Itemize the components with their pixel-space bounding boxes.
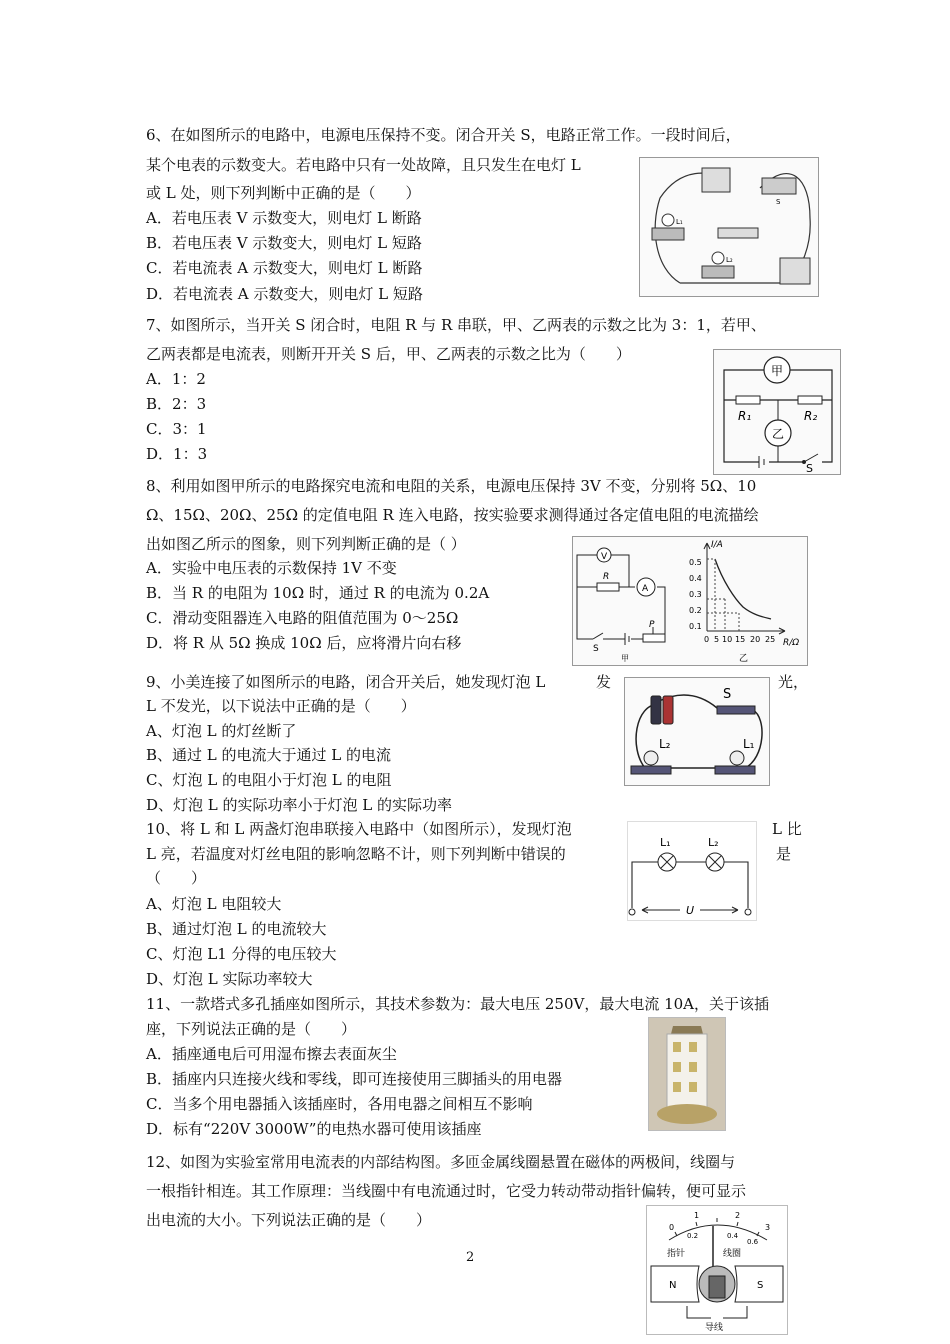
q7-option-b: B．2：3 (146, 395, 207, 413)
q8-figure (572, 536, 808, 666)
q8-graph-ytick: 0.1 (689, 622, 702, 631)
q8-option-d: D．将 R 从 5Ω 换成 10Ω 后，应将滑片向右移 (146, 634, 462, 652)
q6-stem-3: 或 L 处，则下列判断中正确的是（ ） (146, 184, 421, 202)
q8-option-c: C．滑动变阻器连入电路的阻值范围为 0～25Ω (146, 609, 459, 627)
q8-graph-xtick: 5 (714, 635, 720, 644)
q11-stem-1: 11、一款塔式多孔插座如图所示，其技术参数为：最大电压 250V，最大电流 10A，关于该插 (146, 995, 770, 1013)
q10-option-d: D、灯泡 L 实际功率较大 (146, 970, 313, 988)
q10-stem-3: （ ） (146, 869, 207, 887)
q10-fig-u-label: U (686, 904, 695, 917)
q7-stem-2: 乙两表都是电流表，则断开开关 S 后，甲、乙两表的示数之比为（ ） (146, 345, 631, 363)
q9-option-a: A、灯泡 L 的灯丝断了 (146, 722, 297, 740)
q8-fig-jia-label: 甲 (621, 654, 629, 663)
q12-fig-scale2: 0.4 (727, 1232, 739, 1240)
q10-stem-2-end: 是 (776, 845, 792, 863)
q12-fig-coil-label: 线圈 (723, 1249, 742, 1259)
q12-fig-pointer-label: 指针 (667, 1249, 686, 1259)
q12-fig-scale: 3 (765, 1223, 771, 1232)
q7-fig-jia-label: 甲 (771, 364, 784, 378)
q6-option-b: B．若电压表 V 示数变大，则电灯 L 短路 (146, 234, 422, 252)
q8-graph-xtick: 15 (735, 635, 746, 644)
q9-stem-1: 9、小美连接了如图所示的电路，闭合开关后，她发现灯泡 L (146, 673, 546, 691)
q8-graph-xtick: 0 (704, 635, 710, 644)
q7-option-d: D．1：3 (146, 445, 208, 463)
q8-graph-xtick: 10 (722, 635, 733, 644)
q10-fig-l2-label: L₂ (708, 836, 719, 849)
q10-stem-2: L 亮，若温度对灯丝电阻的影响忽略不计，则下列判断中错误的 (146, 845, 566, 863)
q10-option-b: B、通过灯泡 L 的电流较大 (146, 920, 327, 938)
q6-fig-l1-label: L₁ (676, 218, 683, 226)
q8-option-b: B．当 R 的电阻为 10Ω 时，通过 R 的电流为 0.2A (146, 584, 490, 602)
q10-option-c: C、灯泡 L1 分得的电压较大 (146, 945, 337, 963)
q11-socket-photo (648, 1017, 726, 1131)
q8-fig-r-label: R (603, 572, 610, 582)
q10-stem-1-end: L 比 (772, 820, 802, 838)
q8-stem-2: Ω、15Ω、20Ω、25Ω 的定值电阻 R 连入电路，按实验要求测得通过各定值电阻的电流描绘 (146, 506, 759, 524)
q10-option-a: A、灯泡 L 电阻较大 (146, 895, 282, 913)
q12-fig-n-label: N (669, 1280, 677, 1291)
q11-option-d: D．标有“220V 3000W”的电热水器可使用该插座 (146, 1120, 482, 1138)
q7-fig-r2-label: R₂ (804, 409, 818, 423)
q8-graph-xtick: 20 (750, 635, 761, 644)
q12-fig-scale: 1 (694, 1211, 700, 1220)
q12-stem-3: 出电流的大小。下列说法正确的是（ ） (146, 1211, 432, 1229)
q10-stem-1: 10、将 L 和 L 两盏灯泡串联接入电路中（如图所示），发现灯泡 (146, 820, 572, 838)
q8-graph-ytick: 0.4 (689, 574, 702, 583)
q9-fig-l1-label: L₁ (743, 737, 755, 751)
q8-fig-p-label: P (649, 620, 655, 630)
q10-fig-l1-label: L₁ (660, 836, 671, 849)
q8-graph-ytick: 0.3 (689, 590, 702, 599)
q8-fig-v-label: V (601, 552, 608, 562)
q6-circuit-figure (639, 157, 819, 297)
q7-fig-yi-label: 乙 (772, 427, 785, 441)
q8-graph-ytick: 0.2 (689, 606, 702, 615)
page-number: 2 (466, 1250, 475, 1265)
q8-option-a: A．实验中电压表的示数保持 1V 不变 (146, 559, 397, 577)
q9-stem-1-mid: 发 (596, 673, 612, 691)
q9-stem-1-end: 光， (778, 673, 809, 691)
q6-option-a: A．若电压表 V 示数变大，则电灯 L 断路 (146, 209, 422, 227)
q9-circuit-figure (624, 677, 770, 786)
q9-option-d: D、灯泡 L 的实际功率小于灯泡 L 的实际功率 (146, 796, 453, 814)
q6-option-d: D．若电流表 A 示数变大，则电灯 L 短路 (146, 285, 423, 303)
q7-circuit-figure (713, 349, 841, 475)
q7-option-a: A．1：2 (146, 370, 206, 388)
q12-ammeter-figure (646, 1205, 788, 1335)
q6-stem-1: 6、在如图所示的电路中，电源电压保持不变。闭合开关 S，电路正常工作。一段时间后， (146, 126, 741, 144)
q11-option-a: A．插座通电后可用湿布擦去表面灰尘 (146, 1045, 397, 1063)
q12-fig-scale: 0 (669, 1223, 675, 1232)
q7-fig-r1-label: R₁ (738, 409, 752, 423)
q6-fig-l2-label: L₂ (726, 256, 733, 264)
q12-stem-2: 一根指针相连。其工作原理：当线圈中有电流通过时，它受力转动带动指针偏转，便可显示 (146, 1182, 747, 1200)
q7-option-c: C．3：1 (146, 420, 207, 438)
q8-stem-3: 出如图乙所示的图象，则下列判断正确的是（ ） (146, 535, 466, 553)
q12-fig-wire-label: 导线 (705, 1323, 724, 1333)
q11-option-c: C．当多个用电器插入该插座时，各用电器之间相互不影响 (146, 1095, 533, 1113)
q7-stem-1: 7、如图所示，当开关 S 闭合时，电阻 R 与 R 串联，甲、乙两表的示数之比为 3：1，若甲、 (146, 316, 766, 334)
q8-fig-a-label: A (642, 584, 649, 594)
q9-fig-s-label: S (723, 687, 732, 702)
q7-fig-s-label: S (806, 462, 813, 474)
q6-option-c: C．若电流表 A 示数变大，则电灯 L 断路 (146, 259, 423, 277)
q9-option-c: C、灯泡 L 的电阻小于灯泡 L 的电阻 (146, 771, 392, 789)
q8-graph-ytick: 0.5 (689, 558, 702, 567)
q12-stem-1: 12、如图为实验室常用电流表的内部结构图。多匝金属线圈悬置在磁体的两极间，线圈与 (146, 1153, 736, 1171)
q12-fig-s-label: S (757, 1280, 764, 1291)
q9-fig-l2-label: L₂ (659, 737, 671, 751)
q8-stem-1: 8、利用如图甲所示的电路探究电流和电阻的关系，电源电压保持 3V 不变，分别将 5Ω、10 (146, 477, 757, 495)
q9-option-b: B、通过 L 的电流大于通过 L 的电流 (146, 746, 392, 764)
q8-graph-xtick: 25 (765, 635, 776, 644)
q8-fig-s-label: S (593, 644, 599, 654)
q9-stem-2: L 不发光，以下说法中正确的是（ ） (146, 697, 416, 715)
q8-fig-yi-label: 乙 (739, 654, 749, 664)
q11-option-b: B．插座内只连接火线和零线，即可连接使用三脚插头的用电器 (146, 1070, 563, 1088)
q10-circuit-figure (627, 821, 757, 921)
q11-stem-2: 座，下列说法正确的是（ ） (146, 1020, 357, 1038)
q12-fig-scale: 2 (735, 1211, 741, 1220)
q8-graph-xlabel: R/Ω (783, 638, 800, 648)
q12-fig-scale2: 0.6 (747, 1238, 759, 1246)
q6-fig-s-label: S (776, 198, 781, 206)
q8-graph-ylabel: I/A (711, 540, 723, 550)
q12-fig-scale2: 0.2 (687, 1232, 699, 1240)
q6-stem-2: 某个电表的示数变大。若电路中只有一处故障，且只发生在电灯 L (146, 156, 581, 174)
